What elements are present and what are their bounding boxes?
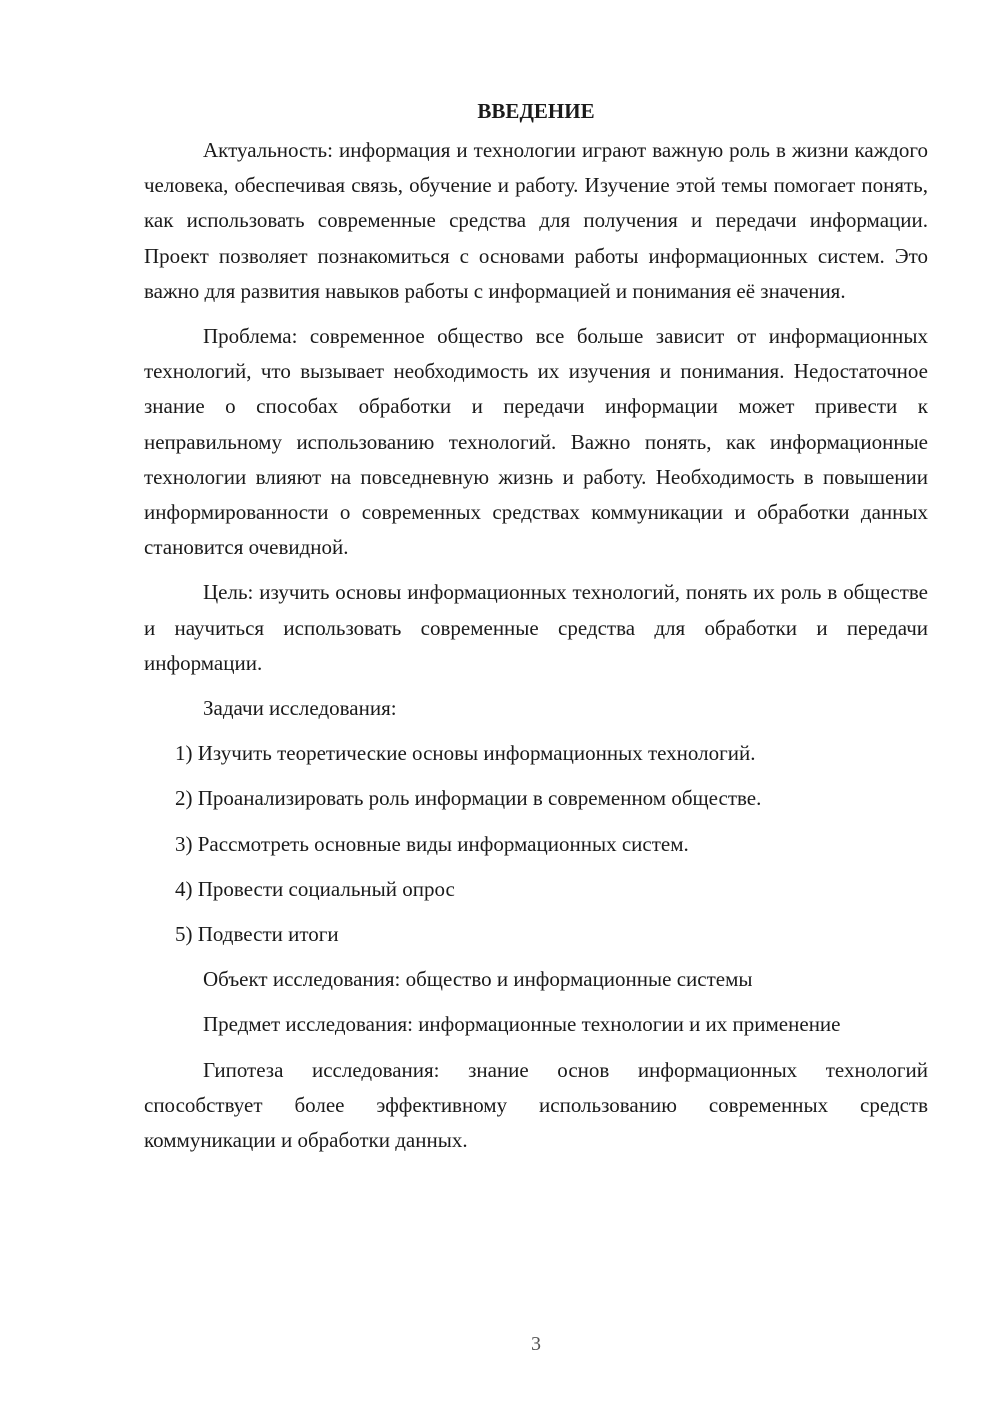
task-item: 3) Рассмотреть основные виды информационных систем. (175, 831, 689, 856)
goal-paragraph: Цель: изучить основы информационных технологий, понять их роль в обществе и научиться использовать современные средства для обработки и передачи информации. (144, 580, 928, 675)
page-content (144, 96, 928, 1168)
relevance-paragraph: Актуальность: информация и технологии играют важную роль в жизни каждого человека, обеспечивая связь, обучение и работу. Изучение этой темы помогает понять, как использовать современные средства для получения и передачи информации. Проект позволяет познакомиться с основами работы информационных систем. Это важно для развития навыков работы с информацией и понимания её значения. (144, 138, 928, 303)
task-item: 4) Провести социальный опрос (175, 876, 455, 901)
tasks-title: Задачи исследования: (203, 696, 397, 721)
task-item: 1) Изучить теоретические основы информационных технологий. (175, 741, 756, 766)
page-heading: ВВЕДЕНИЕ (477, 99, 595, 123)
task-item: 5) Подвести итоги (175, 922, 339, 947)
task-item: 2) Проанализировать роль информации в современном обществе. (175, 786, 762, 811)
hypothesis-paragraph: Гипотеза исследования: знание основ информационных технологий способствует более эффективному использованию современных средств коммуникации и обработки данных. (144, 1057, 928, 1153)
subject-paragraph: Предмет исследования: информационные технологии и их применение (203, 1012, 841, 1037)
page-number: 3 (531, 1333, 541, 1355)
object-line: Объект исследования: общество и информационные системы (203, 967, 753, 992)
problem-paragraph: Проблема: современное общество все больше зависит от информационных технологий, что вызывает необходимость их изучения и понимания. Недостаточное знание о способах обработки и передачи информации может привести к неправильному использованию технологий. Важно понять, как информационные технологии влияют на повседневную жизнь и работу. Необходимость в повышении информированности о современных средствах коммуникации и обработки данных становится очевидной. (144, 324, 928, 560)
